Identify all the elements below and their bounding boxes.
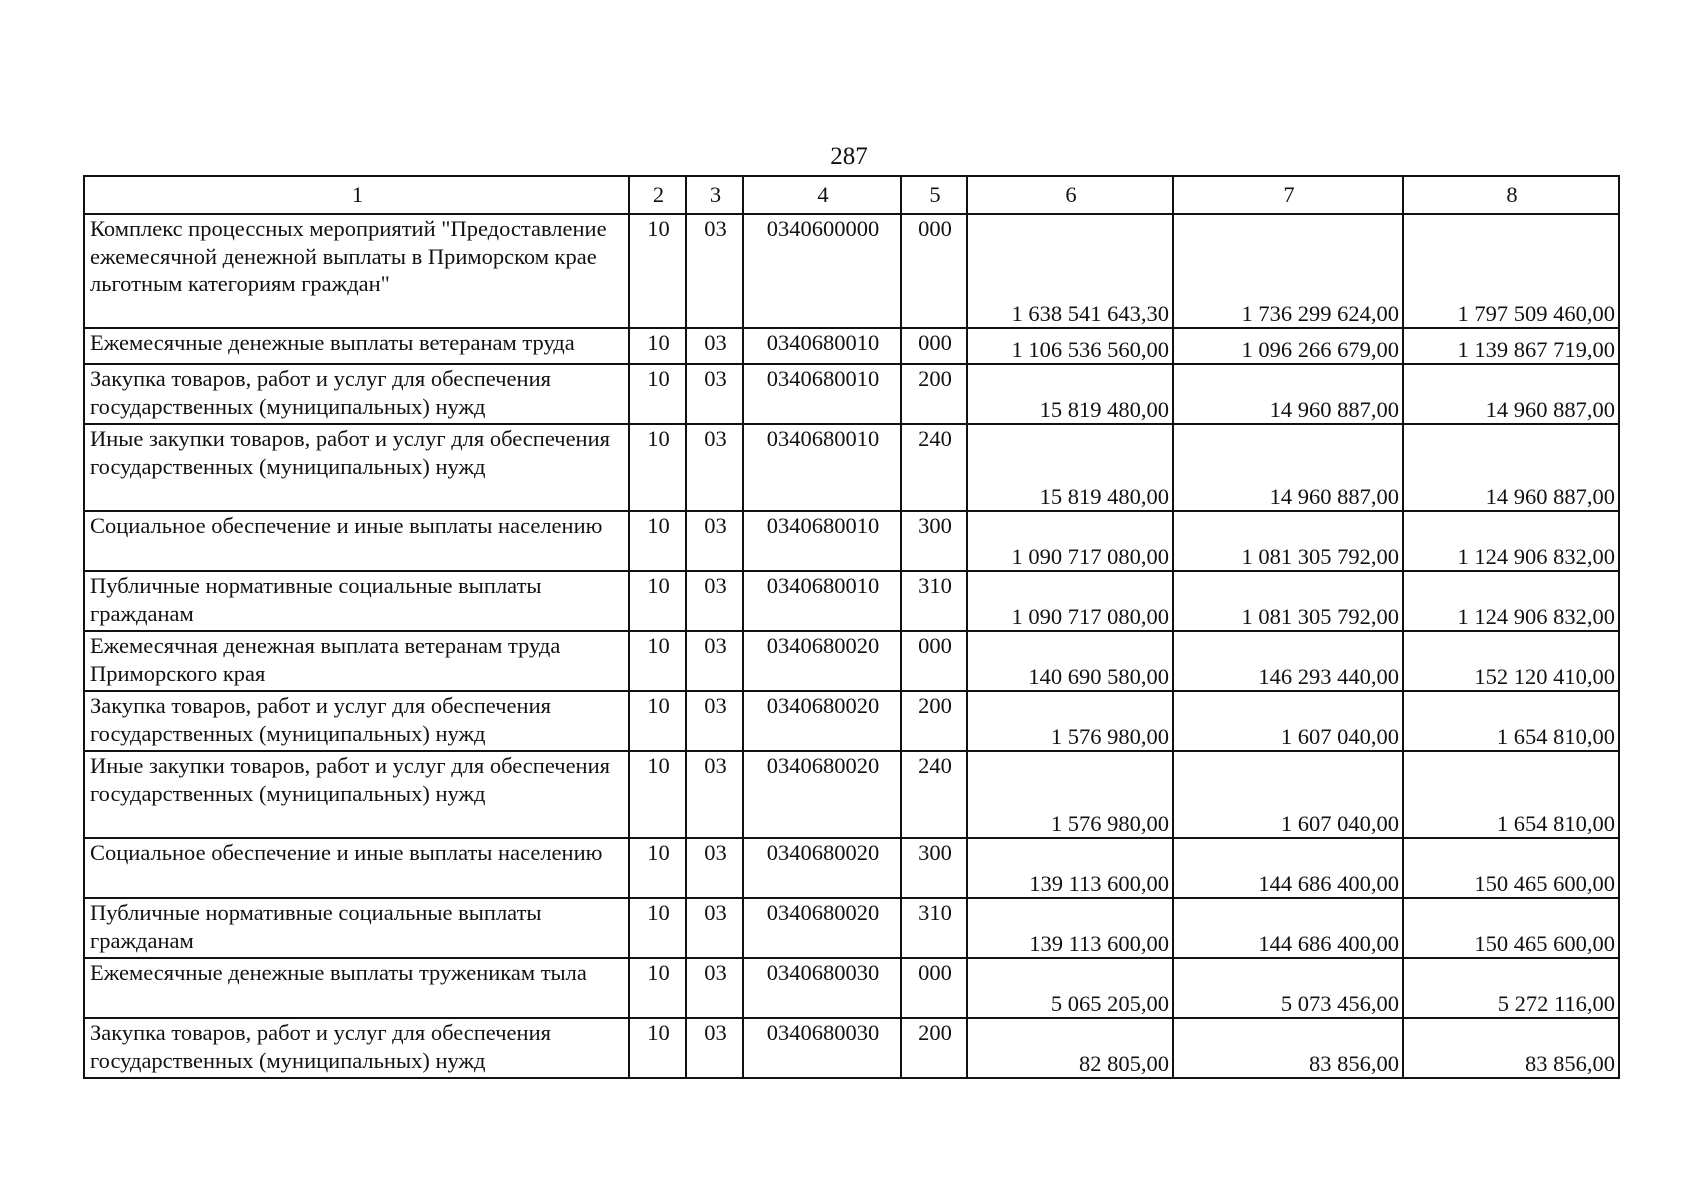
row-amount-col7: 1 607 040,00 [1173, 691, 1403, 751]
row-section-code: 10 [629, 328, 686, 364]
row-subsection-code: 03 [686, 424, 743, 511]
row-amount-col8: 1 797 509 460,00 [1403, 214, 1619, 328]
row-section-code: 10 [629, 571, 686, 631]
row-section-code: 10 [629, 1018, 686, 1078]
row-amount-col7: 1 736 299 624,00 [1173, 214, 1403, 328]
table-row [84, 1018, 1619, 1078]
header-row [84, 176, 1619, 214]
page-number: 287 [830, 143, 868, 170]
row-name: Ежемесячная денежная выплата ветеранам труда Приморского края [84, 631, 629, 691]
row-amount-col8: 1 654 810,00 [1403, 751, 1619, 838]
column-header-6: 6 [967, 176, 1173, 214]
row-amount-col6: 1 576 980,00 [967, 691, 1173, 751]
row-expense-type-code: 000 [901, 631, 967, 691]
row-name: Закупка товаров, работ и услуг для обеспечения государственных (муниципальных) нужд [84, 364, 629, 424]
row-amount-col7: 144 686 400,00 [1173, 838, 1403, 898]
row-expense-type-code: 310 [901, 571, 967, 631]
row-target-code: 0340680030 [743, 1018, 901, 1078]
row-amount-col7: 1 081 305 792,00 [1173, 511, 1403, 571]
table-row [84, 751, 1619, 838]
table-row [84, 958, 1619, 1018]
table-row [84, 424, 1619, 511]
row-section-code: 10 [629, 691, 686, 751]
column-header-5: 5 [901, 176, 967, 214]
row-section-code: 10 [629, 364, 686, 424]
row-subsection-code: 03 [686, 631, 743, 691]
row-subsection-code: 03 [686, 214, 743, 328]
row-section-code: 10 [629, 751, 686, 838]
row-name: Закупка товаров, работ и услуг для обеспечения государственных (муниципальных) нужд [84, 691, 629, 751]
column-header-8: 8 [1403, 176, 1619, 214]
row-amount-col6: 1 576 980,00 [967, 751, 1173, 838]
row-amount-col6: 15 819 480,00 [967, 424, 1173, 511]
row-amount-col8: 1 654 810,00 [1403, 691, 1619, 751]
row-name: Закупка товаров, работ и услуг для обеспечения государственных (муниципальных) нужд [84, 1018, 629, 1078]
row-expense-type-code: 000 [901, 958, 967, 1018]
table-row [84, 214, 1619, 328]
row-subsection-code: 03 [686, 364, 743, 424]
row-name: Комплекс процессных мероприятий "Предоставление ежемесячной денежной выплаты в Приморском крае льготным категориям граждан" [84, 214, 629, 328]
row-expense-type-code: 000 [901, 328, 967, 364]
row-amount-col7: 5 073 456,00 [1173, 958, 1403, 1018]
row-target-code: 0340680020 [743, 898, 901, 958]
row-amount-col6: 139 113 600,00 [967, 838, 1173, 898]
row-amount-col7: 1 096 266 679,00 [1173, 328, 1403, 364]
row-amount-col7: 83 856,00 [1173, 1018, 1403, 1078]
table-header [84, 176, 1619, 214]
row-amount-col8: 5 272 116,00 [1403, 958, 1619, 1018]
row-amount-col7: 146 293 440,00 [1173, 631, 1403, 691]
row-amount-col8: 1 124 906 832,00 [1403, 511, 1619, 571]
row-amount-col8: 83 856,00 [1403, 1018, 1619, 1078]
row-amount-col7: 1 081 305 792,00 [1173, 571, 1403, 631]
row-target-code: 0340680010 [743, 364, 901, 424]
row-expense-type-code: 200 [901, 364, 967, 424]
row-target-code: 0340680030 [743, 958, 901, 1018]
row-subsection-code: 03 [686, 511, 743, 571]
table-row [84, 898, 1619, 958]
column-header-2: 2 [629, 176, 686, 214]
row-amount-col6: 1 106 536 560,00 [967, 328, 1173, 364]
row-subsection-code: 03 [686, 751, 743, 838]
row-target-code: 0340680010 [743, 328, 901, 364]
row-name: Публичные нормативные социальные выплаты гражданам [84, 898, 629, 958]
row-section-code: 10 [629, 838, 686, 898]
row-name: Ежемесячные денежные выплаты труженикам тыла [84, 958, 629, 1018]
row-section-code: 10 [629, 511, 686, 571]
row-name: Ежемесячные денежные выплаты ветеранам труда [84, 328, 629, 364]
row-subsection-code: 03 [686, 691, 743, 751]
row-expense-type-code: 200 [901, 1018, 967, 1078]
row-amount-col6: 1 090 717 080,00 [967, 511, 1173, 571]
row-amount-col8: 152 120 410,00 [1403, 631, 1619, 691]
table-row [84, 328, 1619, 364]
row-section-code: 10 [629, 958, 686, 1018]
row-subsection-code: 03 [686, 571, 743, 631]
row-expense-type-code: 000 [901, 214, 967, 328]
row-target-code: 0340680020 [743, 691, 901, 751]
budget-table [83, 175, 1620, 1079]
row-subsection-code: 03 [686, 898, 743, 958]
row-name: Социальное обеспечение и иные выплаты населению [84, 511, 629, 571]
table-row [84, 364, 1619, 424]
row-section-code: 10 [629, 214, 686, 328]
row-amount-col7: 1 607 040,00 [1173, 751, 1403, 838]
row-subsection-code: 03 [686, 838, 743, 898]
row-amount-col6: 140 690 580,00 [967, 631, 1173, 691]
table-row [84, 691, 1619, 751]
row-name: Социальное обеспечение и иные выплаты населению [84, 838, 629, 898]
row-amount-col6: 15 819 480,00 [967, 364, 1173, 424]
row-amount-col6: 1 090 717 080,00 [967, 571, 1173, 631]
row-amount-col7: 14 960 887,00 [1173, 364, 1403, 424]
row-name: Публичные нормативные социальные выплаты гражданам [84, 571, 629, 631]
row-amount-col8: 14 960 887,00 [1403, 424, 1619, 511]
row-amount-col7: 144 686 400,00 [1173, 898, 1403, 958]
row-amount-col6: 82 805,00 [967, 1018, 1173, 1078]
row-subsection-code: 03 [686, 958, 743, 1018]
row-subsection-code: 03 [686, 1018, 743, 1078]
row-target-code: 0340600000 [743, 214, 901, 328]
table-row [84, 571, 1619, 631]
row-amount-col8: 14 960 887,00 [1403, 364, 1619, 424]
row-expense-type-code: 300 [901, 511, 967, 571]
row-amount-col8: 150 465 600,00 [1403, 838, 1619, 898]
row-section-code: 10 [629, 898, 686, 958]
row-amount-col7: 14 960 887,00 [1173, 424, 1403, 511]
table-row [84, 631, 1619, 691]
row-expense-type-code: 200 [901, 691, 967, 751]
row-target-code: 0340680010 [743, 424, 901, 511]
column-header-1: 1 [84, 176, 629, 214]
row-target-code: 0340680020 [743, 631, 901, 691]
row-target-code: 0340680010 [743, 511, 901, 571]
row-amount-col6: 1 638 541 643,30 [967, 214, 1173, 328]
table-row [84, 511, 1619, 571]
row-target-code: 0340680020 [743, 751, 901, 838]
row-target-code: 0340680020 [743, 838, 901, 898]
row-section-code: 10 [629, 631, 686, 691]
row-amount-col6: 139 113 600,00 [967, 898, 1173, 958]
row-amount-col6: 5 065 205,00 [967, 958, 1173, 1018]
row-expense-type-code: 240 [901, 751, 967, 838]
column-header-3: 3 [686, 176, 743, 214]
row-name: Иные закупки товаров, работ и услуг для обеспечения государственных (муниципальных) нужд [84, 751, 629, 838]
row-amount-col8: 150 465 600,00 [1403, 898, 1619, 958]
row-target-code: 0340680010 [743, 571, 901, 631]
row-expense-type-code: 240 [901, 424, 967, 511]
column-header-4: 4 [743, 176, 901, 214]
table-body [84, 214, 1619, 1078]
column-header-7: 7 [1173, 176, 1403, 214]
table-row [84, 838, 1619, 898]
row-amount-col8: 1 139 867 719,00 [1403, 328, 1619, 364]
row-expense-type-code: 300 [901, 838, 967, 898]
row-expense-type-code: 310 [901, 898, 967, 958]
row-name: Иные закупки товаров, работ и услуг для обеспечения государственных (муниципальных) нужд [84, 424, 629, 511]
row-amount-col8: 1 124 906 832,00 [1403, 571, 1619, 631]
row-section-code: 10 [629, 424, 686, 511]
row-subsection-code: 03 [686, 328, 743, 364]
